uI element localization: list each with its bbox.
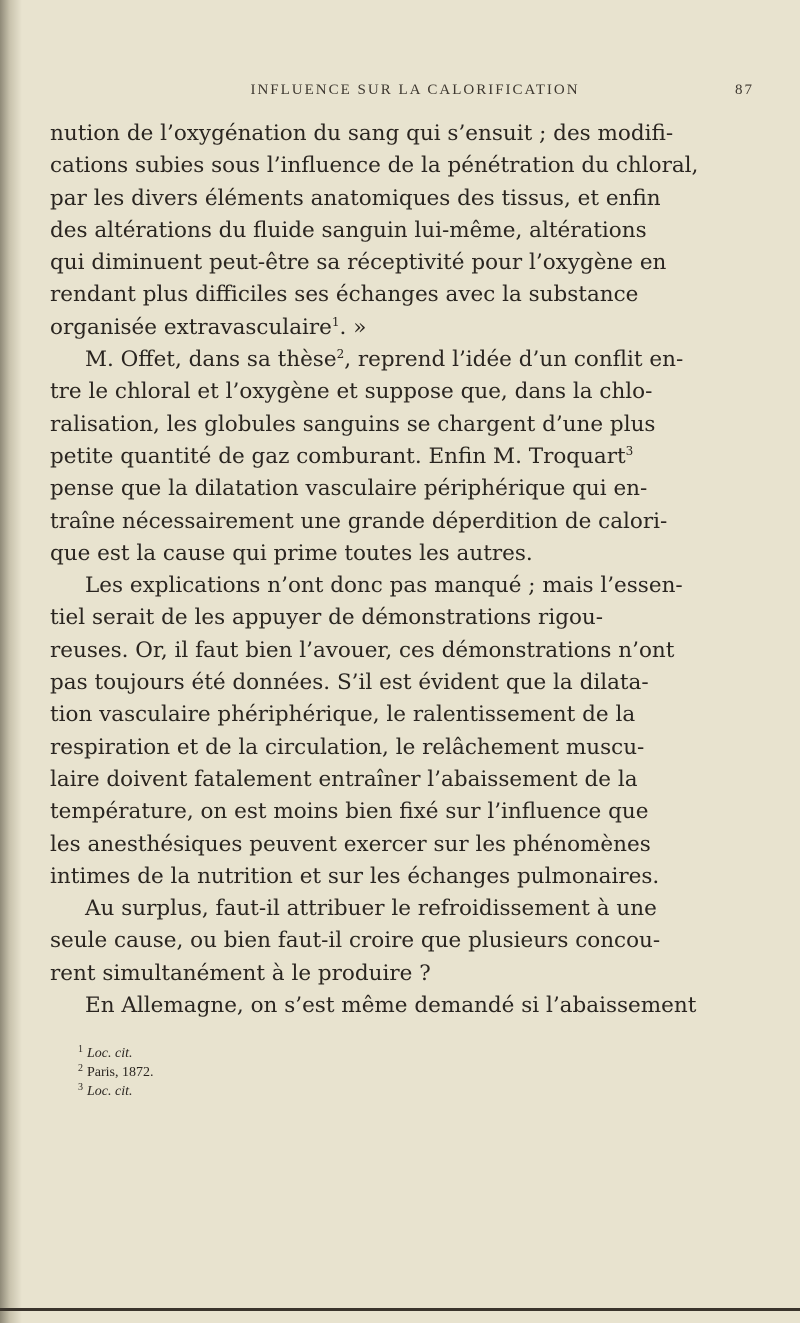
- paragraph-2: [50, 344, 778, 376]
- text-line: tion vasculaire phériphérique, le ralentissement de la: [50, 702, 636, 728]
- text-line: En Allemagne, on s’est même demandé si l’abaissement: [85, 993, 697, 1019]
- paragraph-3: [50, 570, 778, 602]
- text-fragment: M. Offet, dans sa thèse: [85, 347, 337, 373]
- footnote-number: 2: [78, 1062, 83, 1074]
- footnote-text: Paris, 1872.: [87, 1065, 154, 1081]
- text-line: laire doivent fatalement entraîner l’abaissement de la: [50, 766, 638, 792]
- text-line: respiration et de la circulation, le relâchement muscu-: [50, 734, 645, 760]
- text-line: Au surplus, faut-il attribuer le refroidissement à une: [85, 896, 657, 922]
- text-line: température, on est moins bien fixé sur l’influence que: [50, 799, 649, 825]
- text-line: par les divers éléments anatomiques des tissus, et enfin: [50, 185, 661, 211]
- footnote: [78, 1082, 778, 1101]
- text-fragment: organisée extravasculaire: [50, 314, 332, 340]
- footnote-text: Loc. cit.: [87, 1046, 133, 1062]
- footnote: [78, 1044, 778, 1063]
- paragraph-4-cont: [50, 925, 778, 990]
- text-line: seule cause, ou bien faut-il croire que plusieurs concou-: [50, 928, 661, 954]
- footnote: [78, 1063, 778, 1082]
- footnote-number: 1: [78, 1043, 83, 1055]
- page-number: 87: [735, 82, 754, 98]
- footnote-number: 3: [78, 1081, 83, 1093]
- text-line: traîne nécessairement une grande déperdition de calori-: [50, 508, 668, 534]
- paragraph-4: [50, 893, 778, 925]
- text-line: les anesthésiques peuvent exercer sur les phénomènes: [50, 831, 651, 857]
- text-line: rent simultanément à le produire ?: [50, 960, 431, 986]
- text-line: [50, 344, 778, 376]
- text-line: intimes de la nutrition et sur les échanges pulmonaires.: [50, 863, 660, 889]
- text-line: reuses. Or, il faut bien l’avouer, ces démonstrations n’ont: [50, 637, 675, 663]
- text-line: tiel serait de les appuyer de démonstrations rigou-: [50, 605, 604, 631]
- running-head: [50, 82, 778, 108]
- text-fragment: . »: [339, 314, 367, 340]
- text-fragment: , reprend l’idée d’un conflit en-: [344, 347, 684, 373]
- text-fragment: petite quantité de gaz comburant. Enfin M. Troquart: [50, 443, 626, 469]
- footnote-ref-1: 1: [331, 314, 340, 329]
- text-line: [50, 441, 778, 473]
- footnotes: [50, 1044, 778, 1101]
- text-line: pense que la dilatation vasculaire périphérique qui en-: [50, 476, 648, 502]
- footnote-ref-3: 3: [625, 443, 634, 458]
- paragraph-1: [50, 118, 778, 344]
- paragraph-3-cont: [50, 602, 778, 893]
- book-page: [50, 82, 778, 1101]
- paragraph-5: [50, 990, 778, 1022]
- bottom-rule: [0, 1308, 800, 1311]
- running-title: INFLUENCE SUR LA CALORIFICATION: [250, 82, 580, 98]
- text-line: cations subies sous l’influence de la pénétration du chloral,: [50, 153, 699, 179]
- text-line: Les explications n’ont donc pas manqué ; mais l’essen-: [85, 573, 683, 599]
- text-line: qui diminuent peut-être sa réceptivité pour l’oxygène en: [50, 250, 667, 276]
- body-text: [50, 118, 778, 1022]
- text-line: tre le chloral et l’oxygène et suppose que, dans la chlo-: [50, 379, 653, 405]
- paragraph-2-cont: [50, 376, 778, 570]
- text-line: [50, 312, 778, 344]
- text-line: ralisation, les globules sanguins se chargent d’une plus: [50, 411, 656, 437]
- text-line: que est la cause qui prime toutes les autres.: [50, 540, 533, 566]
- text-line: des altérations du fluide sanguin lui-même, altérations: [50, 217, 647, 243]
- footnote-ref-2: 2: [336, 346, 345, 361]
- text-line: nution de l’oxygénation du sang qui s’ensuit ; des modifi-: [50, 121, 674, 146]
- text-line: pas toujours été données. S’il est évident que la dilata-: [50, 670, 649, 696]
- footnote-text: Loc. cit.: [87, 1084, 133, 1100]
- page-edge-shadow: [0, 0, 22, 1323]
- text-line: rendant plus difficiles ses échanges avec la substance: [50, 282, 639, 308]
